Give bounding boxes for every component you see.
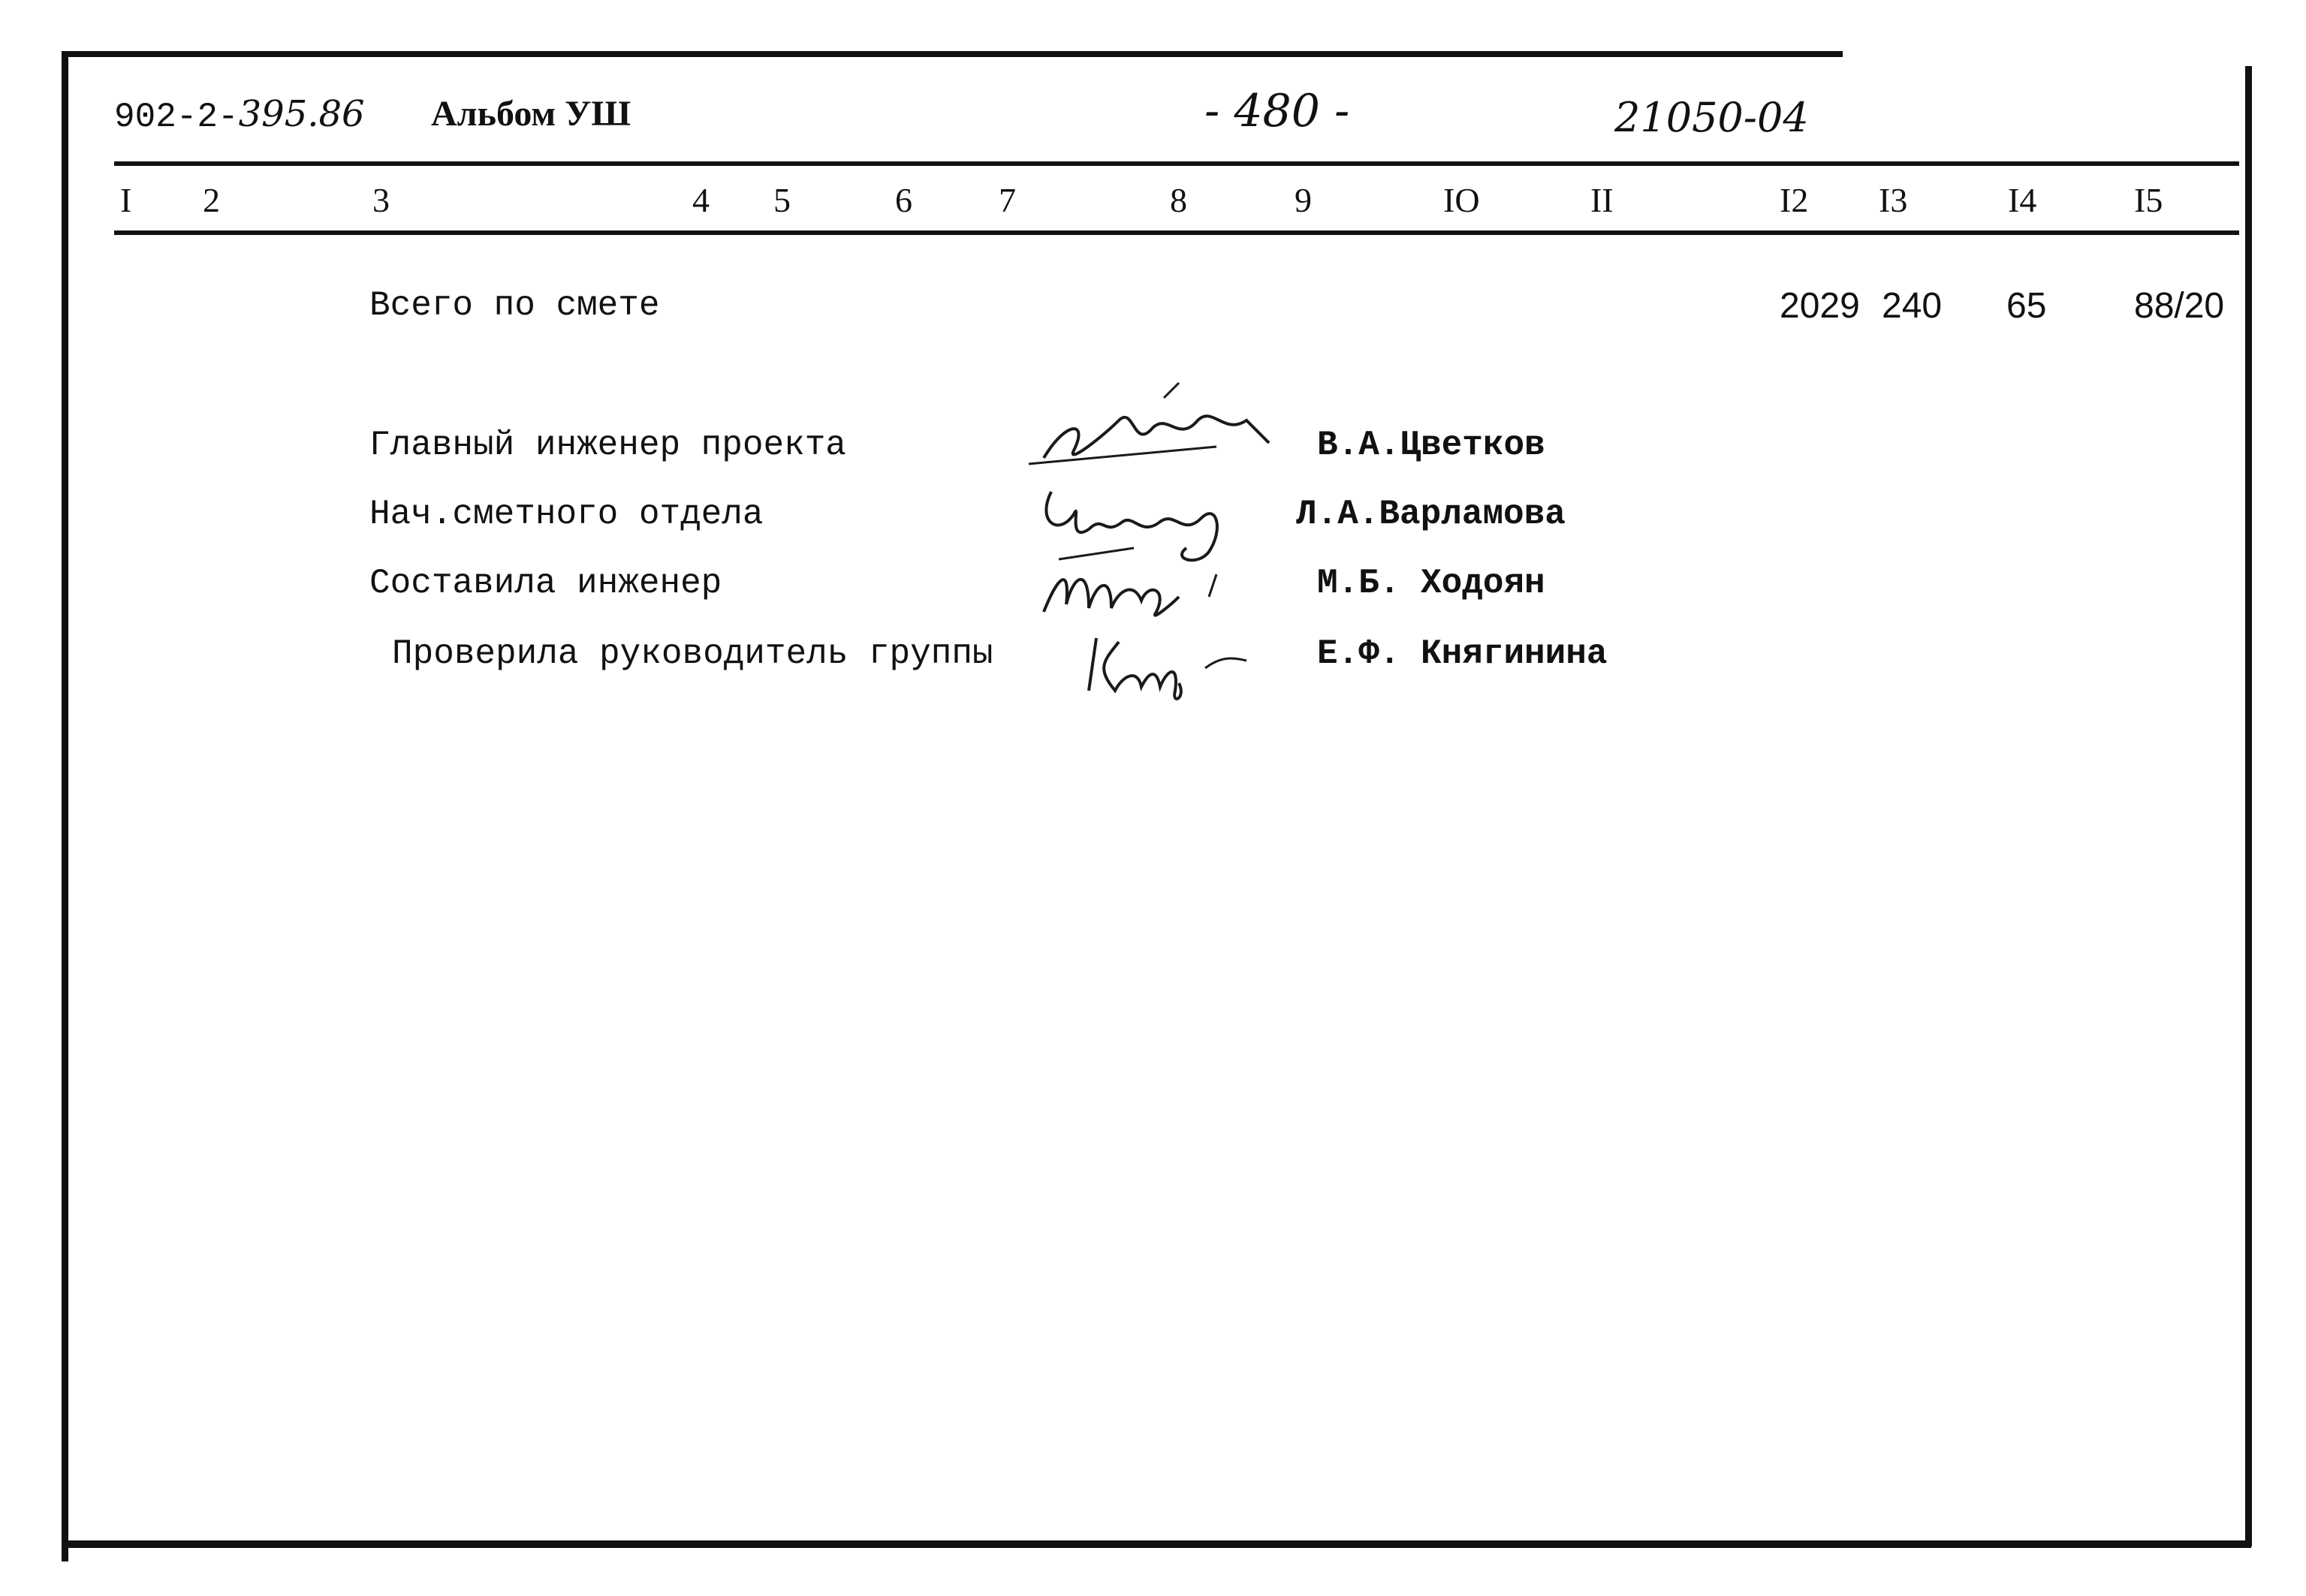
frame-left-border: [62, 51, 68, 1561]
page-number: - 480 -: [1204, 85, 1350, 137]
column-number: 5: [773, 181, 791, 219]
signature-role: Проверила руководитель группы: [392, 634, 993, 673]
column-number: I: [120, 181, 132, 219]
total-col-13: 240: [1882, 286, 1943, 326]
column-number: I5: [2134, 181, 2163, 219]
column-number: IO: [1443, 181, 1480, 219]
column-number: II: [1590, 181, 1614, 219]
document-code: [114, 93, 365, 137]
total-col-14: 65: [2006, 286, 2047, 326]
column-number: I4: [2008, 181, 2037, 219]
signature-role: Нач.сметного отдела: [369, 495, 764, 534]
header-rule-top: [114, 161, 2239, 166]
header-rule-bottom: [114, 230, 2239, 235]
signature-name: М.Б. Ходоян: [1317, 564, 1545, 603]
album-label: Альбом УШ: [431, 94, 632, 134]
total-col-15: 88/20: [2134, 286, 2225, 326]
column-number: 3: [372, 181, 390, 219]
signature-role: Составила инженер: [369, 564, 722, 603]
signature-scribble-4: [1081, 623, 1262, 706]
signature-name: В.А.Цветков: [1317, 426, 1545, 465]
total-label: Всего по смете: [369, 286, 660, 325]
frame-top-border: [63, 51, 1843, 57]
frame-bottom-border: [66, 1540, 2251, 1548]
column-number: I2: [1780, 181, 1809, 219]
document-code-handwritten: 395.86: [238, 93, 365, 135]
column-number: 9: [1295, 181, 1312, 219]
signature-role: Главный инженер проекта: [369, 426, 846, 465]
total-col-12: 2029: [1780, 286, 1860, 326]
signature-name: Л.А.Варламова: [1296, 495, 1566, 534]
column-number: 2: [203, 181, 220, 219]
column-number: 7: [999, 181, 1016, 219]
frame-right-border: [2245, 66, 2252, 1546]
signature-name: Е.Ф. Княгинина: [1317, 634, 1608, 673]
signature-scribble-1: [1021, 375, 1277, 473]
column-number: 4: [692, 181, 710, 219]
column-number: I3: [1879, 181, 1908, 219]
column-number: 6: [895, 181, 912, 219]
signature-scribble-3: [1029, 544, 1254, 627]
column-number: 8: [1170, 181, 1187, 219]
order-number: 21050-04: [1614, 94, 1809, 141]
document-code-prefix: 902-2-: [114, 98, 239, 137]
